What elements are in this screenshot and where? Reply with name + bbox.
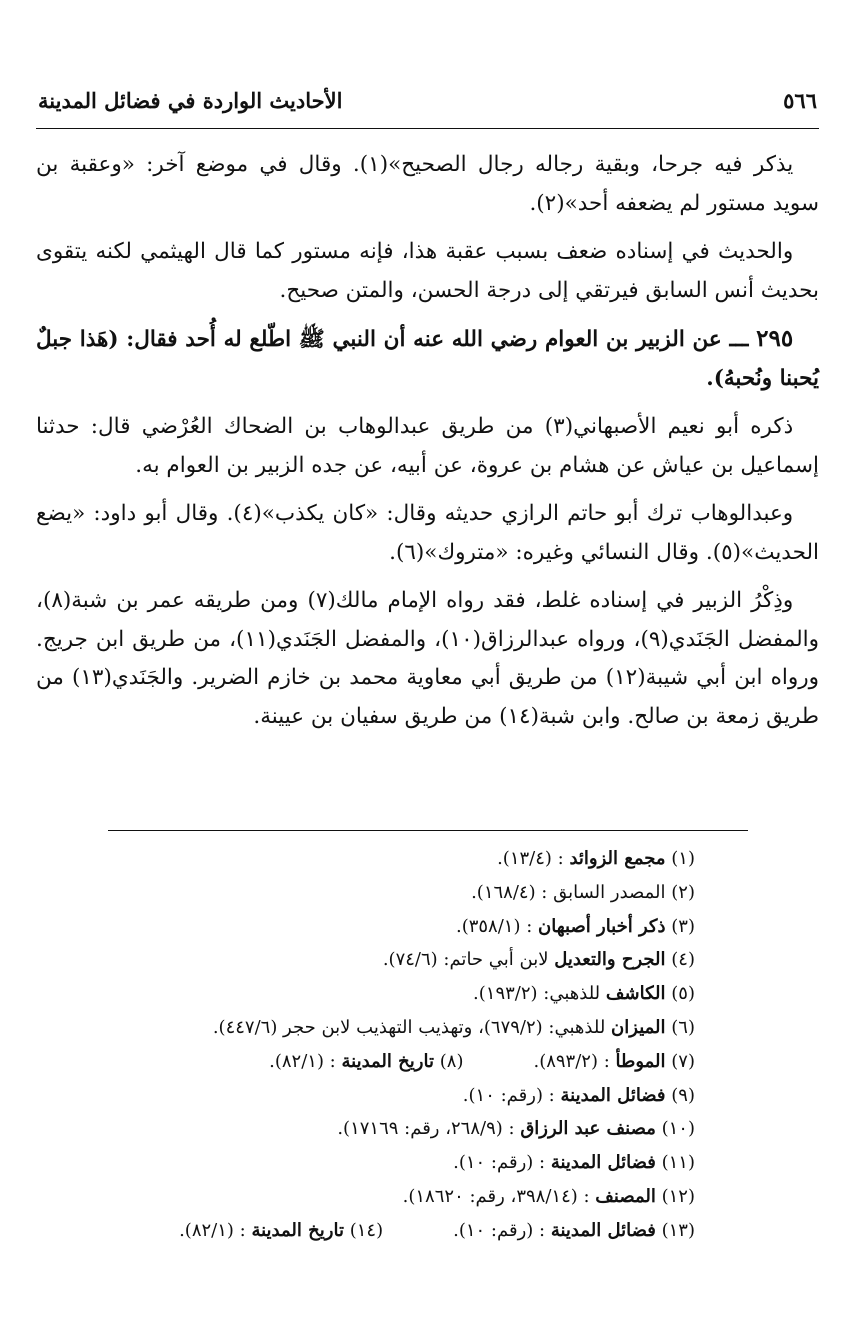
hadith-entry [36,320,819,398]
running-title: الأحاديث الواردة في فضائل المدينة [38,87,343,113]
footnote-13: (١٣) فضائل المدينة : (رقم: ١٠). [453,1219,695,1241]
footnote-4: (٤) الجرح والتعديل لابن أبي حاتم: (٧٤/٦). [382,949,695,971]
footnote-7: (٧) الموطأ : (٨٩٣/٢). [533,1050,695,1072]
footnote-3: (٣) ذكر أخبار أصبهان : (٣٥٨/١). [455,915,695,937]
header-divider [36,128,819,129]
footnote-7-8 [40,1045,695,1079]
paragraph-3: ذكره أبو نعيم الأصبهاني(٣) من طريق عبدالوهاب بن الضحاك العُرْضي قال: حدثنا إسماعيل بن عياش عن هشام بن عروة، عن أبيه، عن جده الزبير بن العوام به. [36,414,819,478]
footnote-1: (١) مجمع الزوائد : (١٣/٤). [497,848,695,869]
footnote-divider [108,830,748,831]
footnote-14: (١٤) تاريخ المدينة : (٨٢/١). [179,1219,384,1241]
footnote-2: (٢) المصدر السابق : (١٦٨/٤). [471,881,695,903]
running-header [38,82,817,118]
hadith-number: ٢٩٥ [756,325,794,352]
footnote-12: (١٢) المصنف : (٣٩٨/١٤، رقم: ١٨٦٢٠). [402,1185,695,1207]
footnote-13-14 [40,1214,695,1248]
paragraph-2: والحديث في إسناده ضعف بسبب عقبة هذا، فإنه مستور كما قال الهيثمي لكنه يتقوى بحديث أنس السابق فيرتقي إلى درجة الحسن، والمتن صحيح. [36,239,819,303]
main-text [36,146,819,746]
footnote-10: (١٠) مصنف عبد الرزاق : (٢٦٨/٩، رقم: ١٧١٦٩). [337,1118,695,1140]
footnote-9: (٩) فضائل المدينة : (رقم: ١٠). [462,1084,695,1106]
footnote-11: (١١) فضائل المدينة : (رقم: ١٠). [453,1152,695,1174]
paragraph-4: وعبدالوهاب ترك أبو حاتم الرازي حديثه وقال: «كان يكذب»(٤). وقال أبو داود: «يضع الحديث»(٥). وقال النسائي وغيره: «متروك»(٦). [36,501,819,565]
footnote-6: (٦) الميزان للذهبي: (٦٧٩/٢)، وتهذيب التهذيب لابن حجر (٤٤٧/٦). [212,1016,695,1038]
hadith-text: ـــ عن الزبير بن العوام رضي الله عنه أن النبي ﷺ اطّلع له أُحد فقال: (هَذا جبلٌ يُحبنا ونُحبهُ). [36,327,819,391]
footnote-5: (٥) الكاشف للذهبي: (١٩٣/٢). [473,983,695,1005]
footnotes [40,842,695,1248]
page-number: ٥٦٦ [783,87,817,113]
paragraph-5: وذِكْرُ الزبير في إسناده غلط، فقد رواه الإمام مالك(٧) ومن طريقه عمر بن شبة(٨)، والمفضل الجَنَدي(٩)، ورواه عبدالرزاق(١٠)، والمفضل الجَنَدي(١١)، من طريق ابن جريج. ورواه ابن أبي شيبة(١٢) من طريق أبي معاوية محمد بن خازم الضرير. والجَنَدي(١٣) من طريق زمعة بن صالح. وابن شبة(١٤) من طريق سفيان بن عيينة. [36,588,819,729]
paragraph-1: يذكر فيه جرحا، وبقية رجاله رجال الصحيح»(١). وقال في موضع آخر: «وعقبة بن سويد مستور لم يضعفه أحد»(٢). [36,152,819,216]
footnote-8: (٨) تاريخ المدينة : (٨٢/١). [269,1050,464,1072]
